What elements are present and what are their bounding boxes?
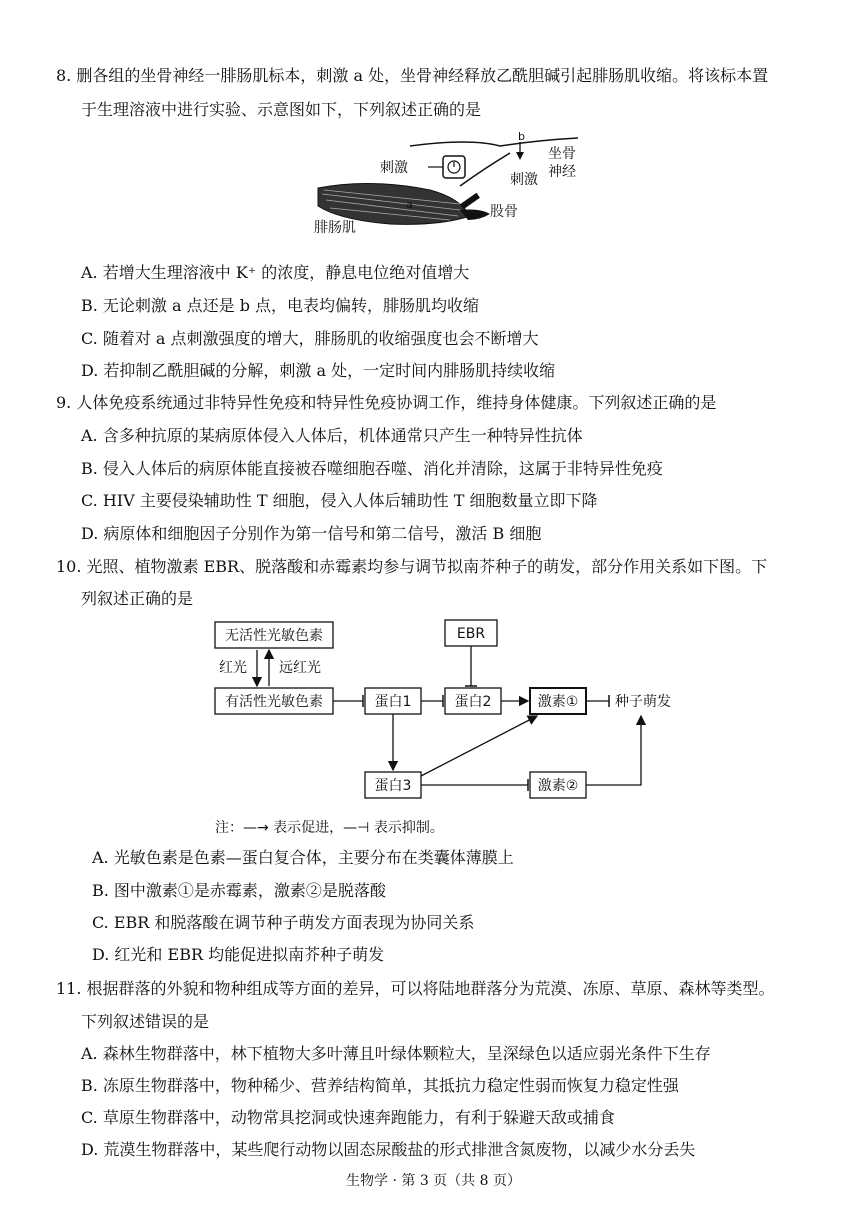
box-protein1-label: 蛋白1 [374,694,412,710]
q10-stem-line2: 列叙述正确的是 [81,589,194,608]
q8-option-d: D. 若抑制乙酰胆碱的分解，刺激 a 处，一定时间内腓肠肌持续收缩 [81,361,556,380]
q8-figure [310,128,610,238]
fig-label-b: b [518,130,525,143]
fig-label-muscle: 腓肠肌 [314,220,356,236]
diagram-note: 注：—→ 表示促进，—⊣ 表示抑制。 [215,820,444,836]
q11-option-d: D. 荒漠生物群落中，某些爬行动物以固态尿酸盐的形式排泄含氮废物，以减少水分丢失 [81,1140,696,1159]
q8-option-a: A. 若增大生理溶液中 K⁺ 的浓度，静息电位绝对值增大 [81,263,470,282]
q8-stem-line1: 8. 删各组的坐骨神经一腓肠肌标本，刺激 a 处，坐骨神经释放乙酰胆碱引起腓肠肌收缩。将该标本置 [56,66,769,85]
germination-label: 种子萌发 [615,694,671,710]
fig-label-stim-left: 刺激 [380,160,408,176]
q11-option-b: B. 冻原生物群落中，物种稀少、营养结构简单，其抵抗力稳定性弱而恢复力稳定性强 [81,1076,679,1095]
q10-option-b: B. 图中激素①是赤霉素，激素②是脱落酸 [92,881,386,900]
fig-label-bone: 股骨 [490,204,518,220]
fig-label-stim-right: 刺激 [510,172,538,188]
q9-option-b: B. 侵入人体后的病原体能直接被吞噬细胞吞噬、消化并清除，这属于非特异性免疫 [81,459,663,478]
q9-option-d: D. 病原体和细胞因子分别作为第一信号和第二信号，激活 B 细胞 [81,524,542,543]
q8-option-c: C. 随着对 a 点刺激强度的增大，腓肠肌的收缩强度也会不断增大 [81,329,539,348]
q9-option-c: C. HIV 主要侵染辅助性 T 细胞，侵入人体后辅助性 T 细胞数量立即下降 [81,491,598,510]
q10-option-a: A. 光敏色素是色素—蛋白复合体，主要分布在类囊体薄膜上 [92,848,514,867]
q9-stem-line1: 9. 人体免疫系统通过非特异性免疫和特异性免疫协调工作，维持身体健康。下列叙述正确的是 [56,393,717,412]
fig-label-a: a [406,198,413,211]
q11-stem-line2: 下列叙述错误的是 [81,1012,210,1031]
farred-light-label: 远红光 [279,660,321,676]
q10-option-c: C. EBR 和脱落酸在调节种子萌发方面表现为协同关系 [92,913,475,932]
red-light-label: 红光 [219,660,247,676]
box-ebr-label: EBR [456,626,486,642]
q8-stem-line2: 于生理溶液中进行实验、示意图如下，下列叙述正确的是 [81,100,482,119]
fig-label-sciatic2: 神经 [548,164,576,180]
q10-diagram [205,612,695,842]
q11-stem-line1: 11. 根据群落的外貌和物种组成等方面的差异，可以将陆地群落分为荒漠、冻原、草原、森林等类型。 [56,979,775,998]
q11-option-c: C. 草原生物群落中，动物常具挖洞或快速奔跑能力，有利于躲避天敌或捕食 [81,1108,615,1127]
q10-stem-line1: 10. 光照、植物激素 EBR、脱落酸和赤霉素均参与调节拟南芥种子的萌发，部分作用关系如下图。下 [56,557,768,576]
box-inactive-label: 无活性光敏色素 [225,628,323,644]
q10-option-d: D. 红光和 EBR 均能促进拟南芥种子萌发 [92,945,385,964]
box-protein3-label: 蛋白3 [374,778,412,794]
box-protein2-label: 蛋白2 [454,694,492,710]
q8-option-b: B. 无论刺激 a 点还是 b 点，电表均偏转，腓肠肌均收缩 [81,296,480,315]
box-hormone2-label: 激素② [537,778,579,794]
page-footer: 生物学 · 第 3 页（共 8 页） [346,1173,521,1189]
q9-option-a: A. 含多种抗原的某病原体侵入人体后，机体通常只产生一种特异性抗体 [81,426,583,445]
box-hormone1-label: 激素① [537,694,579,710]
fig-label-sciatic1: 坐骨 [548,146,576,162]
q11-option-a: A. 森林生物群落中，林下植物大多叶薄且叶绿体颗粒大，呈深绿色以适应弱光条件下生存 [81,1044,711,1063]
box-active-label: 有活性光敏色素 [225,694,323,710]
